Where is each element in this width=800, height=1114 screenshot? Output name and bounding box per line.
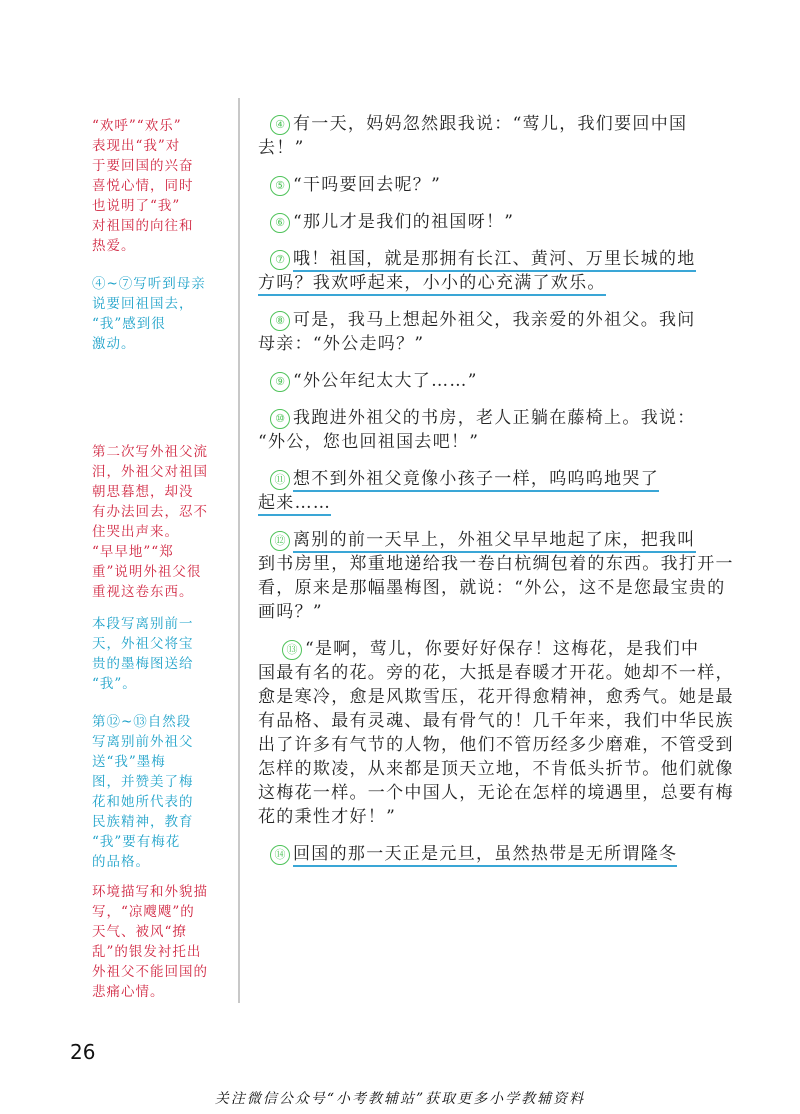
paragraph-line	[258, 805, 698, 829]
annotation-line: 住哭出声来。	[92, 524, 179, 540]
page-number: 26	[70, 1040, 96, 1064]
underlined-text: 回国的那一天正是元旦，虽然热带是无所谓隆冬	[293, 844, 677, 867]
paragraph-text: 母亲：“外公走吗？”	[258, 334, 425, 354]
annotation-line: ④~⑦写听到母亲	[92, 276, 206, 292]
paragraph-text: 有品格、最有灵魂、最有骨气的！几千年来，我们中华民族	[258, 711, 734, 731]
annotation-line: “我”感到很	[92, 316, 166, 332]
annotation-line: 环境描写和外貌描	[92, 884, 208, 900]
underlined-text: 离别的前一天早上，外祖父早早地起了床，把我叫	[293, 530, 696, 553]
annotation-line: 喜悦心情，同时	[92, 178, 194, 194]
paragraph-number-badge: ⑦	[270, 250, 290, 270]
paragraph-line	[258, 173, 698, 197]
annotation-line: 贵的墨梅图送给	[92, 656, 194, 672]
annotation-line: 天气、被风“撩	[92, 924, 187, 940]
paragraph-line	[258, 247, 698, 271]
annotation-line: 于要回国的兴奋	[92, 158, 194, 174]
paragraph-line	[258, 136, 698, 160]
footer-note: 关注微信公众号“小考教辅站”获取更多小学教辅资料	[214, 1091, 586, 1107]
annotation-line: 写，“凉飕飕”的	[92, 904, 195, 920]
annotation-line: 乱”的银发衬托出	[92, 944, 202, 960]
annotation-line: 的品格。	[92, 854, 150, 870]
annotation-line: 民族精神，教育	[92, 814, 194, 830]
underlined-text: 哦！祖国，就是那拥有长江、黄河、万里长城的地	[293, 249, 696, 272]
annotation-line: 写离别前外祖父	[92, 734, 194, 750]
annotation-line: 第二次写外祖父流	[92, 444, 208, 460]
paragraph-text: 出了许多有气节的人物，他们不管历经多少磨难，不管受到	[258, 735, 734, 755]
annotation-line: “欢呼”“欢乐”	[92, 118, 182, 134]
paragraph-line	[258, 308, 698, 332]
annotation-line: “早早地”“郑	[92, 544, 174, 560]
annotation-line: 本段写离别前一	[92, 616, 194, 632]
paragraph-text: 画吗？”	[258, 602, 323, 622]
paragraph-line	[258, 757, 734, 781]
paragraph-line	[258, 842, 698, 866]
paragraph-line	[258, 369, 698, 393]
paragraph-number-badge: ⑥	[270, 213, 290, 233]
paragraph-number-badge: ⑪	[270, 470, 290, 490]
annotation-line: 有办法回去，忍不	[92, 504, 208, 520]
paragraph-line	[258, 552, 734, 576]
annotation-line: 天，外祖父将宝	[92, 636, 194, 652]
paragraph-text: “干吗要回去呢？”	[293, 175, 442, 195]
underlined-text: 方吗？我欢呼起来，小小的心充满了欢乐。	[258, 273, 606, 296]
paragraph-text: 有一天，妈妈忽然跟我说：“莺儿，我们要回中国	[293, 114, 688, 134]
annotation-line: 重视这卷东西。	[92, 584, 194, 600]
paragraph-line	[258, 332, 698, 356]
paragraph-line	[258, 709, 734, 733]
paragraph-text: 花的秉性才好！”	[258, 807, 397, 827]
paragraph-line	[258, 661, 734, 685]
annotation-line: 表现出“我”对	[92, 138, 181, 154]
paragraph-line	[258, 600, 698, 624]
paragraph-line	[258, 576, 726, 600]
annotation-line: 送“我”墨梅	[92, 754, 166, 770]
paragraph-number-badge: ⑨	[270, 372, 290, 392]
main-text	[258, 112, 734, 866]
paragraph-line	[258, 430, 698, 454]
paragraph-number-badge: ⑭	[270, 845, 290, 865]
paragraph-text: 看，原来是那幅墨梅图，就说：“外公，这不是您最宝贵的	[258, 578, 726, 598]
annotation-line: “我”要有梅花	[92, 834, 181, 850]
paragraph-line	[258, 210, 698, 234]
annotation-line: 也说明了“我”	[92, 198, 181, 214]
paragraph-number-badge: ⑬	[282, 640, 302, 660]
paragraph-text: “那儿才是我们的祖国呀！”	[293, 212, 515, 232]
paragraph-text: 我跑进外祖父的书房，老人正躺在藤椅上。我说：	[293, 408, 696, 428]
paragraph-text: 国最有名的花。旁的花，大抵是春暖才开花。她却不一样，	[258, 663, 734, 683]
paragraph-text: 怎样的欺凌，从来都是顶天立地，不肯低头折节。他们就像	[258, 759, 734, 779]
paragraph-line	[258, 733, 734, 757]
annotation-line: 激动。	[92, 336, 136, 352]
margin-divider	[238, 98, 240, 1003]
paragraph-line	[258, 637, 698, 661]
paragraph-number-badge: ⑤	[270, 176, 290, 196]
paragraph-line	[258, 781, 734, 805]
annotation-line: 热爱。	[92, 238, 136, 254]
paragraph-text: “外公年纪太大了……”	[293, 371, 478, 391]
paragraph-text: 可是，我马上想起外祖父，我亲爱的外祖父。我问	[293, 310, 696, 330]
annotation-environment	[92, 882, 208, 1002]
annotation-grandfather-tears	[92, 442, 208, 602]
underlined-text: 想不到外祖父竟像小孩子一样，呜呜呜地哭了	[293, 469, 659, 492]
paragraph-text: 愈是寒冷，愈是风欺雪压，花开得愈精神，愈秀气。她是最	[258, 687, 734, 707]
annotation-line: 重”说明外祖父很	[92, 564, 202, 580]
annotation-line: 对祖国的向往和	[92, 218, 194, 234]
annotation-line: 朝思暮想，却没	[92, 484, 194, 500]
annotation-line: 花和她所代表的	[92, 794, 194, 810]
annotation-cheering	[92, 116, 194, 256]
annotation-line: “我”。	[92, 676, 137, 692]
annotation-line: 第⑫~⑬自然段	[92, 714, 192, 730]
paragraph-line	[258, 685, 734, 709]
paragraph-text: “是啊，莺儿，你要好好保存！这梅花，是我们中	[305, 639, 700, 659]
paragraph-number-badge: ⑫	[270, 531, 290, 551]
annotation-line: 图，并赞美了梅	[92, 774, 194, 790]
paragraph-line	[258, 406, 698, 430]
annotation-line: 悲痛心情。	[92, 984, 165, 1000]
paragraph-line	[258, 491, 698, 515]
paragraph-number-badge: ⑩	[270, 409, 290, 429]
annotation-line: 泪，外祖父对祖国	[92, 464, 208, 480]
paragraph-text: 去！”	[258, 138, 305, 158]
annotation-line: 说要回祖国去，	[92, 296, 194, 312]
paragraph-text: 这梅花一样。一个中国人，无论在怎样的境遇里，总要有梅	[258, 783, 734, 803]
paragraph-text: “外公，您也回祖国去吧！”	[258, 432, 480, 452]
annotation-paragraphs-4-7	[92, 274, 206, 354]
paragraph-line	[258, 467, 698, 491]
paragraph-line	[258, 528, 698, 552]
paragraph-number-badge: ④	[270, 115, 290, 135]
annotation-paragraphs-12-13	[92, 712, 194, 872]
annotation-line: 外祖父不能回国的	[92, 964, 208, 980]
paragraph-number-badge: ⑧	[270, 311, 290, 331]
underlined-text: 起来……	[258, 493, 331, 516]
annotation-paragraph-12	[92, 614, 194, 694]
paragraph-text: 到书房里，郑重地递给我一卷白杭绸包着的东西。我打开一	[258, 554, 734, 574]
paragraph-line	[258, 271, 698, 295]
paragraph-line	[258, 112, 698, 136]
